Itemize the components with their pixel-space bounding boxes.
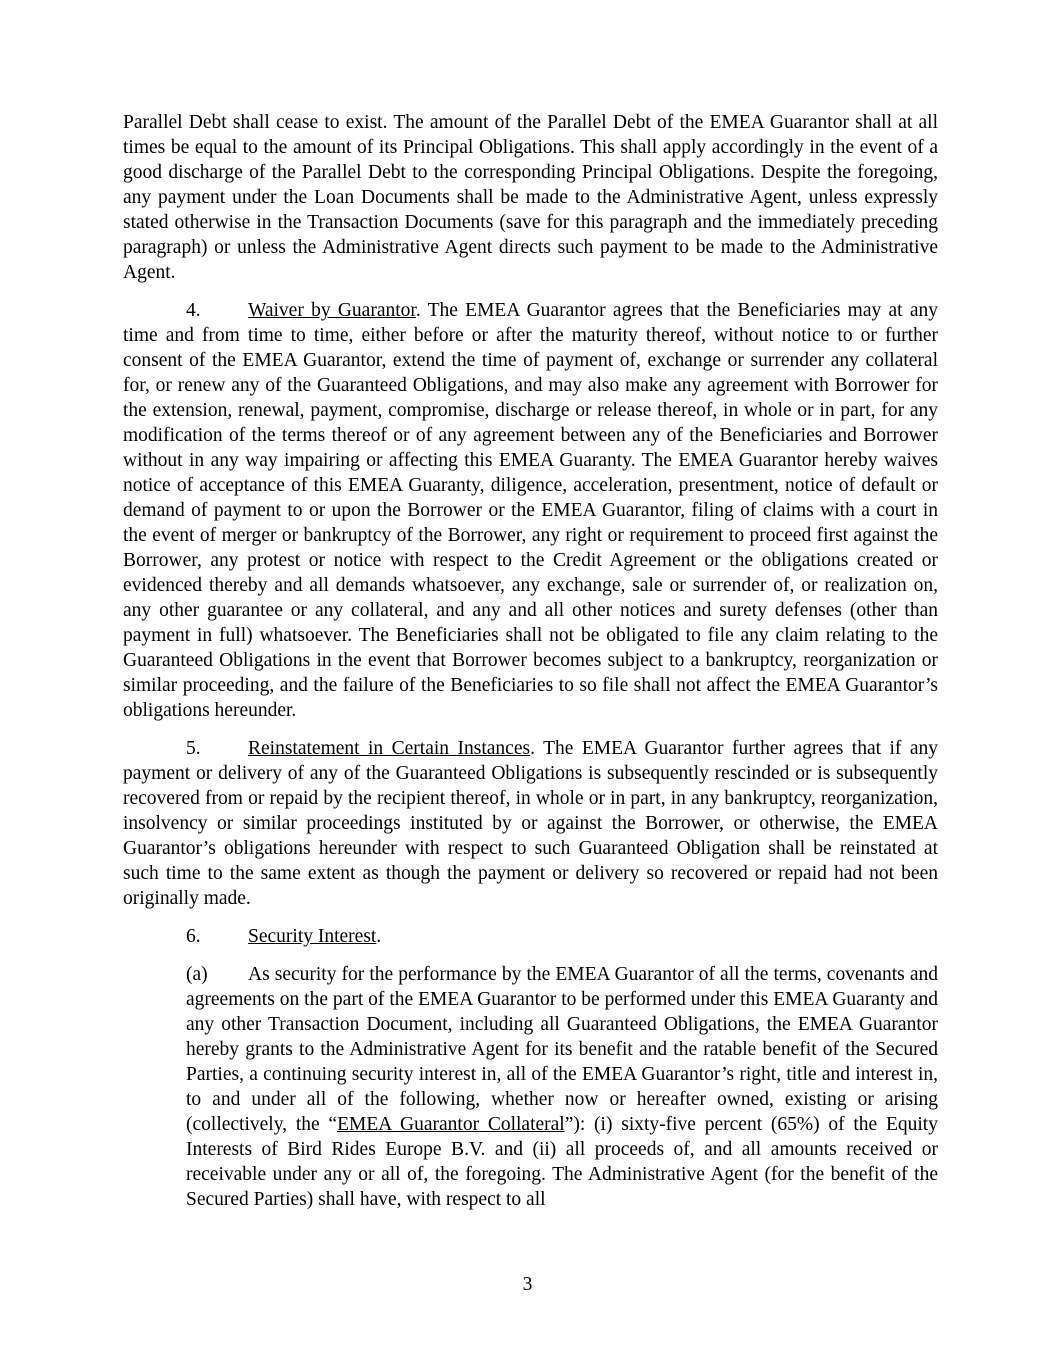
paragraph-section-4-waiver-by-guarantor bbox=[123, 298, 938, 723]
underlined-heading: Waiver by Guarantor bbox=[248, 300, 416, 321]
paragraph-parallel-debt-continuation bbox=[123, 110, 938, 285]
document-body bbox=[123, 110, 938, 1212]
text-segment: Parallel Debt shall cease to exist. The amount of the Parallel Debt of the EMEA Guarantor shall at all times be equal to the amount of its Principal Obligations. This shall apply accordingly in the event of a good discharge of the Parallel Debt to the corresponding Principal Obligations. Despite the foregoing, any payment under the Loan Documents shall be made to the Administrative Agent, unless expressly stated otherwise in the Transaction Documents (save for this paragraph and the immediately preceding paragraph) or unless the Administrative Agent directs such payment to be made to the Administrative Agent. bbox=[123, 112, 938, 283]
text-segment: As security for the performance by the EMEA Guarantor of all the terms, covenants and agreements on the part of the EMEA Guarantor to be performed under this EMEA Guaranty and any other Transaction Document, including all Guaranteed Obligations, the EMEA Guarantor hereby grants to the Administrative Agent for its benefit and the ratable benefit of the Secured Parties, a continuing security interest in, all of the EMEA Guarantor’s right, title and interest in, to and under all of the following, whether now or hereafter owned, existing or arising (collectively, the “ bbox=[186, 964, 938, 1135]
text-segment: . bbox=[376, 926, 382, 947]
underlined-heading: Security Interest bbox=[248, 926, 377, 947]
paragraph-marker: 4. bbox=[186, 300, 201, 321]
paragraph-marker: 5. bbox=[186, 738, 201, 759]
page-number: 3 bbox=[522, 1274, 533, 1295]
underlined-heading: Reinstatement in Certain Instances bbox=[248, 738, 531, 759]
text-segment: . The EMEA Guarantor further agrees that if any payment or delivery of any of the Guaranteed Obligations is subsequently rescinded or is subsequently recovered from or repaid by the recipient thereof, in whole or in part, in any bankruptcy, reorganization, insolvency or similar proceedings instituted by or against the Borrower, or otherwise, the EMEA Guarantor’s obligations hereunder with respect to such Guaranteed Obligation shall be reinstated at such time to the same extent as though the payment or delivery so recovered or repaid had not been originally made. bbox=[123, 738, 939, 909]
text-segment: . The EMEA Guarantor agrees that the Beneficiaries may at any time and from time to time, either before or after the maturity thereof, without notice to or further consent of the EMEA Guarantor, extend the time of payment of, exchange or surrender any collateral for, or renew any of the Guaranteed Obligations, and may also make any agreement with Borrower for the extension, renewal, payment, compromise, discharge or release thereof, in whole or in part, for any modification of the terms thereof or of any agreement between any of the Beneficiaries and Borrower without in any way impairing or affecting this EMEA Guaranty. The EMEA Guarantor hereby waives notice of acceptance of this EMEA Guaranty, diligence, acceleration, presentment, notice of default or demand of payment to or upon the Borrower or the EMEA Guarantor, filing of claims with a court in the event of merger or bankruptcy of the Borrower, any right or requirement to proceed first against the Borrower, any protest or notice with respect to the Credit Agreement or the obligations created or evidenced thereby and all demands whatsoever, any exchange, sale or surrender of, or realization on, any other guarantee or any collateral, and any and all other notices and surety defenses (other than payment in full) whatsoever. The Beneficiaries shall not be obligated to file any claim relating to the Guaranteed Obligations in the event that Borrower becomes subject to a bankruptcy, reorganization or similar proceeding, and the failure of the Beneficiaries to so file shall not affect the EMEA Guarantor’s obligations hereunder. bbox=[123, 300, 938, 721]
paragraph-section-6-security-interest bbox=[123, 924, 938, 949]
text-segment: ”): (i) sixty-five percent (65%) of the Equity Interests of Bird Rides Europe B.V. and (ii) all proceeds of, and all amounts received or receivable under any or all of, the foregoing. The Administrative Agent (for the benefit of the Secured Parties) shall have, with respect to all bbox=[186, 1114, 938, 1210]
paragraph-marker: 6. bbox=[186, 926, 201, 947]
paragraph-section-5-reinstatement bbox=[123, 736, 938, 911]
paragraph-marker: (a) bbox=[186, 964, 208, 985]
underlined-heading: EMEA Guarantor Collateral bbox=[337, 1114, 565, 1135]
paragraph-section-6a-security-grant bbox=[186, 962, 938, 1212]
